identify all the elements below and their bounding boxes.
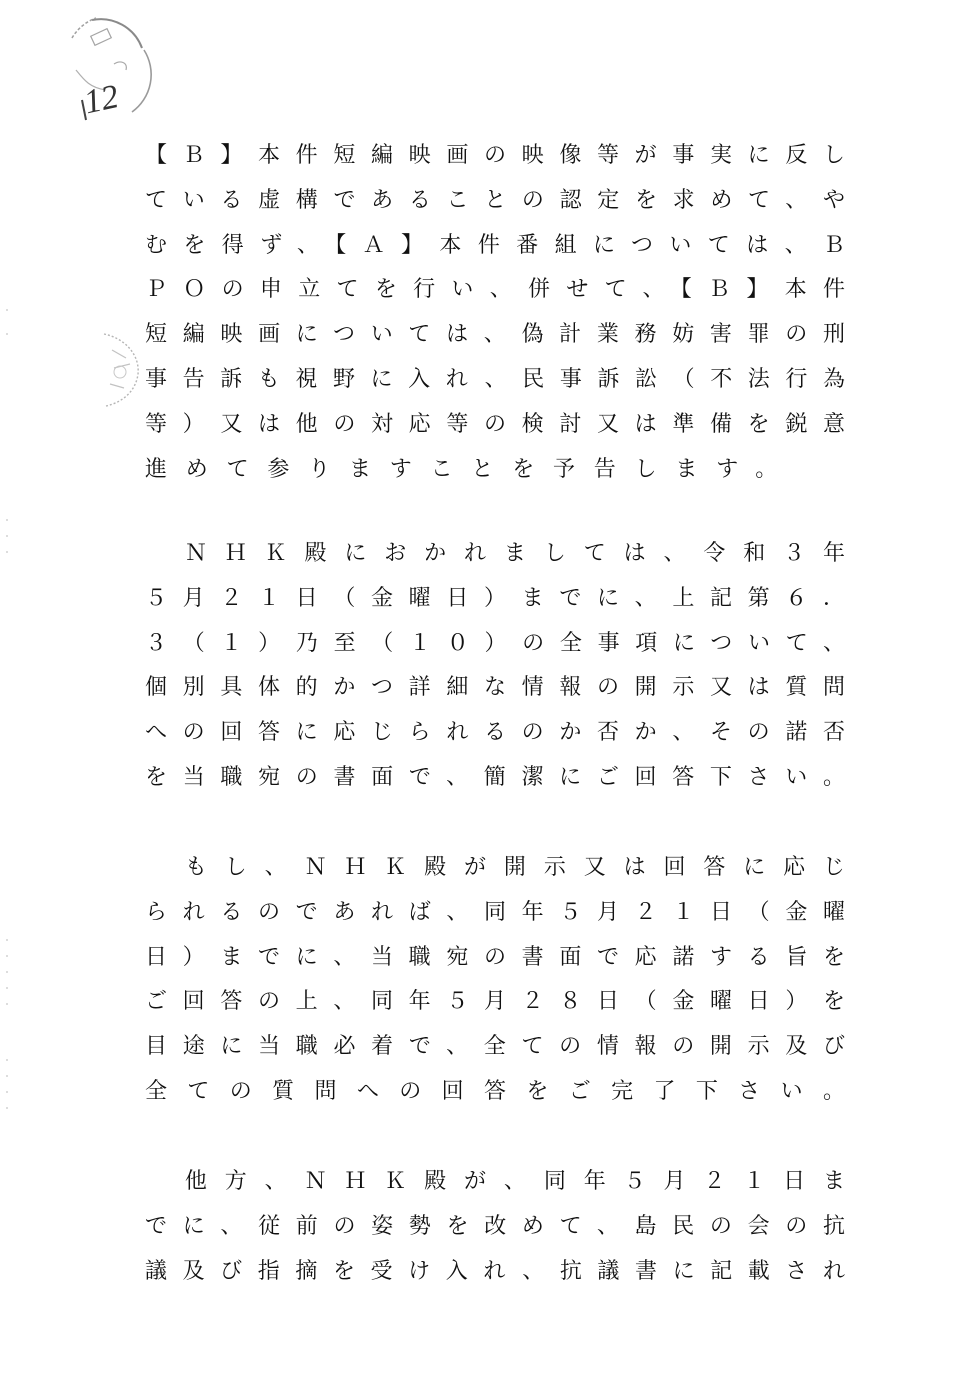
text-line: ている虚構であることの認定を求めて、や	[145, 187, 845, 213]
text-line: 【Ｂ】本件短編映画の映像等が事実に反し	[145, 143, 845, 168]
text-line: られるのであれば、同年５月２１日（金曜	[145, 899, 845, 925]
page-number-handwritten: 12	[80, 78, 122, 122]
paragraph-notice-of-legal-action	[145, 134, 845, 492]
text-line: 短編映画については、偽計業務妨害罪の刑	[145, 322, 845, 348]
text-line: への回答に応じられるのか否か、その諾否	[145, 720, 845, 746]
partial-seal-imprint	[100, 328, 144, 410]
page-seal-stamp	[62, 8, 158, 128]
text-line: ５月２１日（金曜日）までに、上記第６．	[145, 585, 845, 611]
paragraph-alternative-case	[145, 1160, 845, 1294]
text-line: 日）までに、当職宛の書面で応諾する旨を	[145, 944, 845, 970]
text-line: 全ての質問への回答をご完了下さい。	[145, 1078, 845, 1104]
text-line: を当職宛の書面で、簡潔にご回答下さい。	[145, 764, 845, 790]
text-line: 他方、ＮＨＫ殿が、同年５月２１日ま	[145, 1169, 845, 1194]
text-line: ＰＯの申立てを行い、併せて、【Ｂ】本件	[145, 277, 845, 303]
scan-margin-dots	[4, 300, 10, 1120]
text-line: ご回答の上、同年５月２８日（金曜日）を	[145, 989, 845, 1015]
text-line: 個別具体的かつ詳細な情報の開示又は質問	[145, 675, 845, 701]
text-line: ３（１）乃至（１０）の全事項について、	[145, 630, 845, 656]
text-line: 目途に当職必着で、全ての情報の開示及び	[145, 1034, 845, 1060]
paragraph-disclosure-schedule	[145, 846, 845, 1115]
text-line: むを得ず、【Ａ】本件番組については、Ｂ	[145, 232, 845, 258]
text-line: 事告訴も視野に入れ、民事訴訟（不法行為	[145, 366, 845, 392]
text-line: でに、従前の姿勢を改めて、島民の会の抗	[145, 1213, 845, 1239]
text-line: 等）又は他の対応等の検討又は準備を鋭意	[145, 411, 845, 437]
text-line: ＮＨＫ殿におかれましては、令和３年	[145, 541, 845, 566]
text-line: 進めて参りますことを予告します。	[145, 456, 797, 482]
text-line: 議及び指摘を受け入れ、抗議書に記載され	[145, 1258, 845, 1284]
paragraph-response-deadline	[145, 532, 845, 801]
text-line: もし、ＮＨＫ殿が開示又は回答に応じ	[145, 855, 845, 880]
